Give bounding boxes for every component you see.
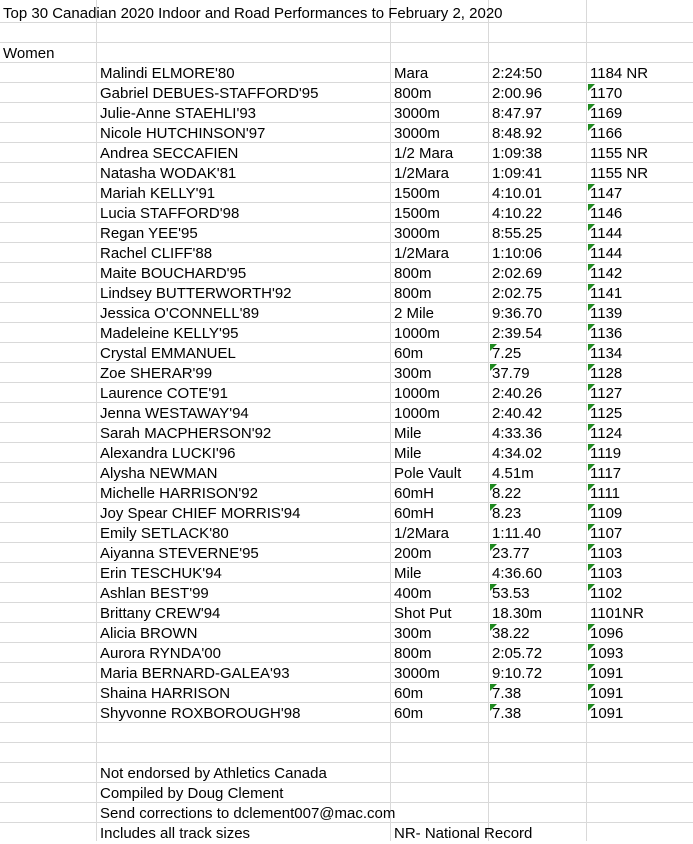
error-indicator-icon[interactable] [588, 644, 595, 651]
mark-cell[interactable]: 7.38 [492, 685, 522, 702]
table-row [0, 663, 693, 683]
athlete-name-cell[interactable]: Joy Spear CHIEF MORRIS'94 [100, 505, 301, 522]
event-cell[interactable]: 60m [394, 705, 424, 722]
mark-cell[interactable]: 8:55.25 [492, 225, 543, 242]
error-indicator-icon[interactable] [588, 684, 595, 691]
mark-cell[interactable]: 4:33.36 [492, 425, 543, 442]
points-cell[interactable]: 1155 NR [590, 145, 649, 162]
event-cell[interactable]: 300m [394, 625, 432, 642]
athlete-name-cell[interactable]: Brittany CREW'94 [100, 605, 221, 622]
grid-row-line [0, 742, 693, 743]
error-indicator-icon[interactable] [490, 484, 497, 491]
mark-cell[interactable]: 4:10.01 [492, 185, 543, 202]
athlete-name-cell[interactable]: Maite BOUCHARD'95 [100, 265, 247, 282]
table-row [0, 463, 693, 483]
athlete-name-cell[interactable]: Natasha WODAK'81 [100, 165, 237, 182]
points-cell[interactable]: 1128 [590, 365, 623, 382]
error-indicator-icon[interactable] [588, 424, 595, 431]
points-cell[interactable]: 1144 [590, 245, 623, 262]
table-row [0, 703, 693, 723]
athlete-name-cell[interactable]: Shaina HARRISON [100, 685, 231, 702]
mark-cell[interactable]: 4:10.22 [492, 205, 543, 222]
event-cell[interactable]: 1500m [394, 185, 440, 202]
mark-cell[interactable]: 23.77 [492, 545, 530, 562]
mark-cell[interactable]: 2:24:50 [492, 65, 543, 82]
mark-cell[interactable]: 1:10:06 [492, 245, 543, 262]
points-cell[interactable]: 1093 [590, 645, 624, 662]
error-indicator-icon[interactable] [490, 504, 497, 511]
event-cell[interactable]: 60m [394, 685, 424, 702]
error-indicator-icon[interactable] [490, 624, 497, 631]
event-cell[interactable]: 800m [394, 265, 432, 282]
table-row [0, 383, 693, 403]
event-cell[interactable]: 3000m [394, 225, 440, 242]
error-indicator-icon[interactable] [588, 324, 595, 331]
note-row [0, 803, 693, 823]
athlete-name-cell[interactable]: Sarah MACPHERSON'92 [100, 425, 272, 442]
table-row [0, 403, 693, 423]
athlete-name-cell[interactable]: Alicia BROWN [100, 625, 198, 642]
event-cell[interactable]: 1000m [394, 385, 440, 402]
athlete-name-cell[interactable]: Ashlan BEST'99 [100, 585, 209, 602]
points-cell[interactable]: 1101NR [590, 605, 644, 622]
table-row [0, 343, 693, 363]
error-indicator-icon[interactable] [588, 344, 595, 351]
table-row [0, 363, 693, 383]
event-cell[interactable]: 60m [394, 345, 424, 362]
mark-cell[interactable]: 4:36.60 [492, 565, 543, 582]
event-cell[interactable]: 2 Mile [394, 305, 435, 322]
points-cell[interactable]: 1091 [590, 685, 624, 702]
points-cell[interactable]: 1166 [590, 125, 623, 142]
points-cell[interactable]: 1107 [590, 525, 623, 542]
note-compiled-by[interactable]: Compiled by Doug Clement [100, 785, 284, 802]
error-indicator-icon[interactable] [588, 564, 595, 571]
mark-cell[interactable]: 2:39.54 [492, 325, 543, 342]
mark-cell[interactable]: 8:48.92 [492, 125, 543, 142]
table-row [0, 183, 693, 203]
error-indicator-icon[interactable] [588, 84, 595, 91]
title-row [0, 3, 693, 23]
points-cell[interactable]: 1142 [590, 265, 623, 282]
points-cell[interactable]: 1103 [590, 545, 623, 562]
event-cell[interactable]: 1000m [394, 325, 440, 342]
table-row [0, 303, 693, 323]
table-row [0, 483, 693, 503]
points-cell[interactable]: 1184 NR [590, 65, 649, 82]
athlete-name-cell[interactable]: Madeleine KELLY'95 [100, 325, 239, 342]
event-cell[interactable]: 1/2Mara [394, 525, 450, 542]
table-row [0, 423, 693, 443]
athlete-name-cell[interactable]: Lindsey BUTTERWORTH'92 [100, 285, 292, 302]
athlete-name-cell[interactable]: Rachel CLIFF'88 [100, 245, 213, 262]
points-cell[interactable]: 1144 [590, 225, 623, 242]
error-indicator-icon[interactable] [588, 704, 595, 711]
event-cell[interactable]: 200m [394, 545, 432, 562]
mark-cell[interactable]: 2:05.72 [492, 645, 543, 662]
event-cell[interactable]: 60mH [394, 485, 435, 502]
mark-cell[interactable]: 8:47.97 [492, 105, 543, 122]
athlete-name-cell[interactable]: Nicole HUTCHINSON'97 [100, 125, 266, 142]
points-cell[interactable]: 1091 [590, 665, 624, 682]
error-indicator-icon[interactable] [588, 224, 595, 231]
mark-cell[interactable]: 1:09:41 [492, 165, 543, 182]
athlete-name-cell[interactable]: Malindi ELMORE'80 [100, 65, 235, 82]
mark-cell[interactable]: 2:40.42 [492, 405, 543, 422]
athlete-name-cell[interactable]: Regan YEE'95 [100, 225, 198, 242]
error-indicator-icon[interactable] [588, 284, 595, 291]
event-cell[interactable]: Shot Put [394, 605, 452, 622]
table-row [0, 203, 693, 223]
mark-cell[interactable]: 2:02.69 [492, 265, 543, 282]
athlete-name-cell[interactable]: Shyvonne ROXBOROUGH'98 [100, 705, 301, 722]
points-cell[interactable]: 1109 [590, 505, 623, 522]
table-row [0, 603, 693, 623]
error-indicator-icon[interactable] [490, 344, 497, 351]
points-cell[interactable]: 1117 [590, 465, 622, 482]
table-row [0, 443, 693, 463]
mark-cell[interactable]: 8.22 [492, 485, 522, 502]
error-indicator-icon[interactable] [588, 204, 595, 211]
note-track-sizes[interactable]: Includes all track sizes [100, 825, 251, 842]
table-row [0, 283, 693, 303]
note-row [0, 823, 693, 843]
note-row [0, 783, 693, 803]
event-cell[interactable]: 3000m [394, 125, 440, 142]
error-indicator-icon[interactable] [588, 244, 595, 251]
points-cell[interactable]: 1155 NR [590, 165, 649, 182]
athlete-name-cell[interactable]: Crystal EMMANUEL [100, 345, 236, 362]
event-cell[interactable]: Pole Vault [394, 465, 462, 482]
note-not-endorsed[interactable]: Not endorsed by Athletics Canada [100, 765, 327, 782]
points-cell[interactable]: 1139 [590, 305, 623, 322]
mark-cell[interactable]: 9:36.70 [492, 305, 543, 322]
mark-cell[interactable]: 8.23 [492, 505, 522, 522]
points-cell[interactable]: 1102 [590, 585, 623, 602]
error-indicator-icon[interactable] [588, 364, 595, 371]
athlete-name-cell[interactable]: Erin TESCHUK'94 [100, 565, 222, 582]
error-indicator-icon[interactable] [588, 124, 595, 131]
error-indicator-icon[interactable] [490, 364, 497, 371]
mark-cell[interactable]: 7.38 [492, 705, 522, 722]
points-cell[interactable]: 1146 [590, 205, 623, 222]
athlete-name-cell[interactable]: Alexandra LUCKI'96 [100, 445, 236, 462]
points-cell[interactable]: 1119 [590, 445, 622, 462]
table-row [0, 683, 693, 703]
mark-cell[interactable]: 1:11.40 [492, 525, 541, 542]
section-label[interactable]: Women [3, 45, 55, 62]
table-row [0, 323, 693, 343]
athlete-name-cell[interactable]: Zoe SHERAR'99 [100, 365, 213, 382]
table-row [0, 83, 693, 103]
event-cell[interactable]: 3000m [394, 665, 440, 682]
table-row [0, 143, 693, 163]
table-row [0, 583, 693, 603]
athlete-name-cell[interactable]: Andrea SECCAFIEN [100, 145, 239, 162]
points-cell[interactable]: 1103 [590, 565, 623, 582]
event-cell[interactable]: 1/2Mara [394, 165, 450, 182]
event-cell[interactable]: 1/2 Mara [394, 145, 454, 162]
event-cell[interactable]: Mile [394, 445, 422, 462]
athlete-name-cell[interactable]: Julie-Anne STAEHLI'93 [100, 105, 256, 122]
event-cell[interactable]: 1/2Mara [394, 245, 450, 262]
event-cell[interactable]: 300m [394, 365, 432, 382]
table-row [0, 123, 693, 143]
athlete-name-cell[interactable]: Alysha NEWMAN [100, 465, 218, 482]
mark-cell[interactable]: 18.30m [492, 605, 543, 622]
mark-cell[interactable]: 38.22 [492, 625, 530, 642]
event-cell[interactable]: Mile [394, 565, 422, 582]
table-row [0, 523, 693, 543]
error-indicator-icon[interactable] [588, 584, 595, 591]
error-indicator-icon[interactable] [490, 544, 497, 551]
error-indicator-icon[interactable] [588, 404, 595, 411]
mark-cell[interactable]: 4:34.02 [492, 445, 543, 462]
mark-cell[interactable]: 2:00.96 [492, 85, 543, 102]
error-indicator-icon[interactable] [588, 184, 595, 191]
mark-cell[interactable]: 53.53 [492, 585, 530, 602]
error-indicator-icon[interactable] [588, 664, 595, 671]
sheet-title[interactable]: Top 30 Canadian 2020 Indoor and Road Performances to February 2, 2020 [3, 5, 503, 22]
points-cell[interactable]: 1136 [590, 325, 623, 342]
table-row [0, 103, 693, 123]
table-row [0, 63, 693, 83]
error-indicator-icon[interactable] [588, 384, 595, 391]
error-indicator-icon[interactable] [490, 704, 497, 711]
athlete-name-cell[interactable]: Lucia STAFFORD'98 [100, 205, 240, 222]
table-row [0, 623, 693, 643]
error-indicator-icon[interactable] [588, 104, 595, 111]
athlete-name-cell[interactable]: Maria BERNARD-GALEA'93 [100, 665, 290, 682]
athlete-name-cell[interactable]: Michelle HARRISON'92 [100, 485, 258, 502]
error-indicator-icon[interactable] [588, 464, 595, 471]
mark-cell[interactable]: 7.25 [492, 345, 522, 362]
table-row [0, 263, 693, 283]
athlete-name-cell[interactable]: Jessica O'CONNELL'89 [100, 305, 260, 322]
table-row [0, 243, 693, 263]
error-indicator-icon[interactable] [588, 484, 595, 491]
mark-cell[interactable]: 2:02.75 [492, 285, 543, 302]
points-cell[interactable]: 1091 [590, 705, 624, 722]
athlete-name-cell[interactable]: Jenna WESTAWAY'94 [100, 405, 249, 422]
points-cell[interactable]: 1141 [590, 285, 623, 302]
table-row [0, 163, 693, 183]
event-cell[interactable]: 400m [394, 585, 432, 602]
mark-cell[interactable]: 37.79 [492, 365, 530, 382]
athlete-name-cell[interactable]: Aiyanna STEVERNE'95 [100, 545, 259, 562]
points-cell[interactable]: 1169 [590, 105, 623, 122]
note-nr-legend[interactable]: NR- National Record [394, 825, 533, 842]
table-row [0, 643, 693, 663]
table-row [0, 223, 693, 243]
error-indicator-icon[interactable] [588, 524, 595, 531]
athlete-name-cell[interactable]: Emily SETLACK'80 [100, 525, 229, 542]
table-row [0, 503, 693, 523]
event-cell[interactable]: 1500m [394, 205, 440, 222]
table-row [0, 563, 693, 583]
athlete-name-cell[interactable]: Aurora RYNDA'00 [100, 645, 221, 662]
athlete-name-cell[interactable]: Laurence COTE'91 [100, 385, 228, 402]
mark-cell[interactable]: 2:40.26 [492, 385, 543, 402]
error-indicator-icon[interactable] [588, 544, 595, 551]
points-cell[interactable]: 1125 [590, 405, 623, 422]
mark-cell[interactable]: 4.51m [492, 465, 534, 482]
error-indicator-icon[interactable] [588, 624, 595, 631]
event-cell[interactable]: Mile [394, 425, 422, 442]
note-row [0, 763, 693, 783]
athlete-name-cell[interactable]: Gabriel DEBUES-STAFFORD'95 [100, 85, 319, 102]
error-indicator-icon[interactable] [588, 304, 595, 311]
event-cell[interactable]: 800m [394, 85, 432, 102]
mark-cell[interactable]: 9:10.72 [492, 665, 543, 682]
error-indicator-icon[interactable] [490, 584, 497, 591]
points-cell[interactable]: 1096 [590, 625, 624, 642]
event-cell[interactable]: 1000m [394, 405, 440, 422]
note-corrections[interactable]: Send corrections to dclement007@mac.com [100, 805, 396, 822]
error-indicator-icon[interactable] [588, 504, 595, 511]
table-row [0, 543, 693, 563]
athlete-name-cell[interactable]: Mariah KELLY'91 [100, 185, 216, 202]
event-cell[interactable]: 3000m [394, 105, 440, 122]
points-cell[interactable]: 1124 [590, 425, 623, 442]
points-cell[interactable]: 1111 [590, 485, 621, 502]
points-cell[interactable]: 1170 [590, 85, 623, 102]
event-cell[interactable]: Mara [394, 65, 429, 82]
error-indicator-icon[interactable] [588, 264, 595, 271]
error-indicator-icon[interactable] [490, 684, 497, 691]
mark-cell[interactable]: 1:09:38 [492, 145, 543, 162]
section-row [0, 43, 693, 63]
event-cell[interactable]: 60mH [394, 505, 435, 522]
points-cell[interactable]: 1147 [590, 185, 623, 202]
event-cell[interactable]: 800m [394, 645, 432, 662]
points-cell[interactable]: 1127 [590, 385, 623, 402]
event-cell[interactable]: 800m [394, 285, 432, 302]
error-indicator-icon[interactable] [588, 444, 595, 451]
points-cell[interactable]: 1134 [590, 345, 623, 362]
